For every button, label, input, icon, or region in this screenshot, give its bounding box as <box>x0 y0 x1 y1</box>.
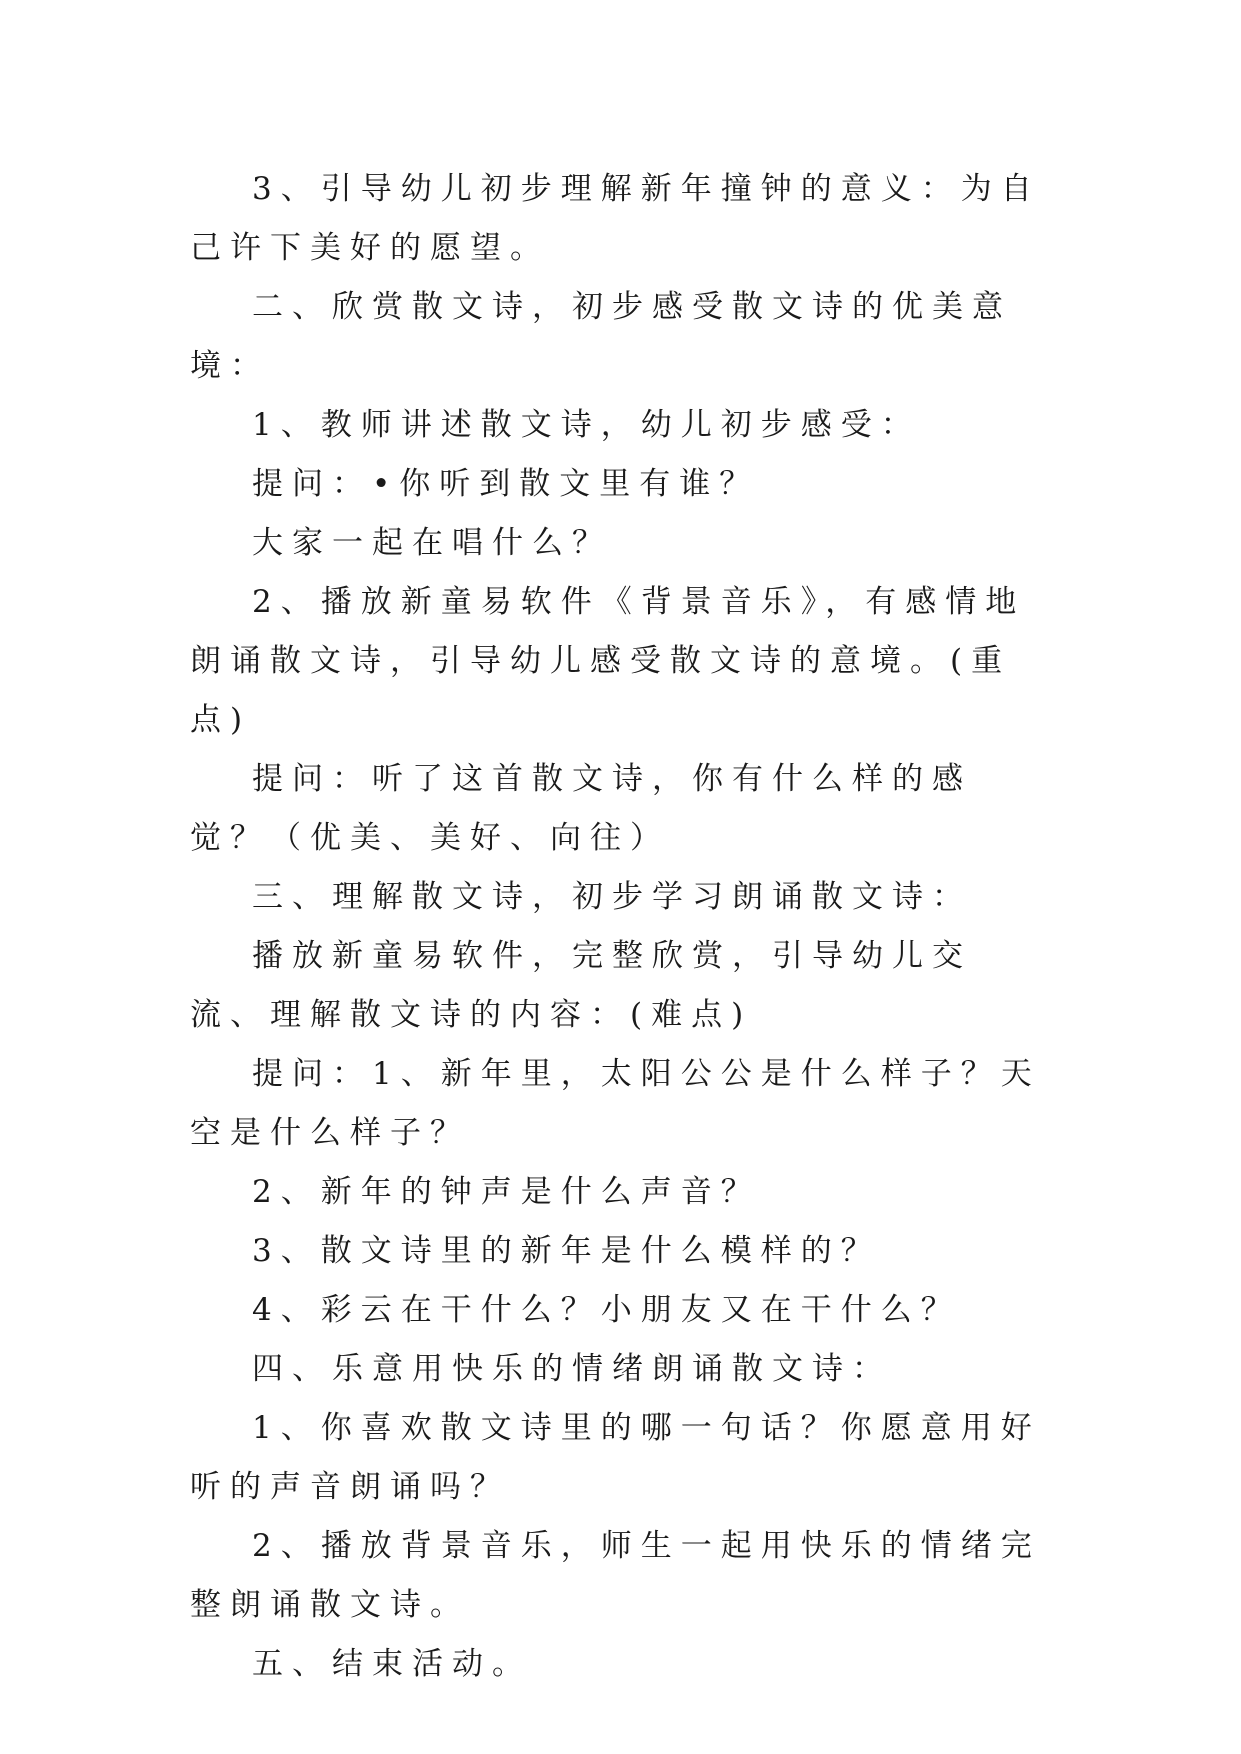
document-page <box>190 160 1050 1694</box>
paragraph-12: 3、散文诗里的新年是什么模样的？ <box>252 1233 881 1269</box>
paragraph-16: 2、播放背景音乐，师生一起用快乐的情绪完整朗诵散文诗。 <box>190 1528 1041 1623</box>
paragraph-10: 提问：1、新年里，太阳公公是什么样子？天空是什么样子？ <box>190 1056 1041 1151</box>
paragraph-7: 提问：听了这首散文诗，你有什么样的感觉？（优美、美好、向往） <box>190 761 972 856</box>
section-heading-3: 三、理解散文诗，初步学习朗诵散文诗： <box>252 879 972 915</box>
paragraph-5: 大家一起在唱什么？ <box>252 525 612 561</box>
paragraph-9: 播放新童易软件，完整欣赏，引导幼儿交流、理解散文诗的内容：(难点) <box>190 938 972 1033</box>
paragraph-13: 4、彩云在干什么？小朋友又在干什么？ <box>252 1292 961 1328</box>
paragraph-4: 提问：•你听到散文里有谁？ <box>252 466 760 502</box>
paragraph-11: 2、新年的钟声是什么声音？ <box>252 1174 761 1210</box>
section-heading-5: 五、结束活动。 <box>252 1646 532 1682</box>
section-heading-4: 四、乐意用快乐的情绪朗诵散文诗： <box>252 1351 892 1387</box>
section-heading-2: 二、欣赏散文诗，初步感受散文诗的优美意境： <box>190 289 1012 384</box>
paragraph-15: 1、你喜欢散文诗里的哪一句话？你愿意用好听的声音朗诵吗？ <box>190 1410 1041 1505</box>
paragraph-1: 3、引导幼儿初步理解新年撞钟的意义：为自己许下美好的愿望。 <box>190 171 1041 266</box>
paragraph-3: 1、教师讲述散文诗，幼儿初步感受： <box>252 407 921 443</box>
paragraph-6: 2、播放新童易软件《背景音乐》，有感情地朗诵散文诗，引导幼儿感受散文诗的意境。(重点) <box>190 584 1026 738</box>
